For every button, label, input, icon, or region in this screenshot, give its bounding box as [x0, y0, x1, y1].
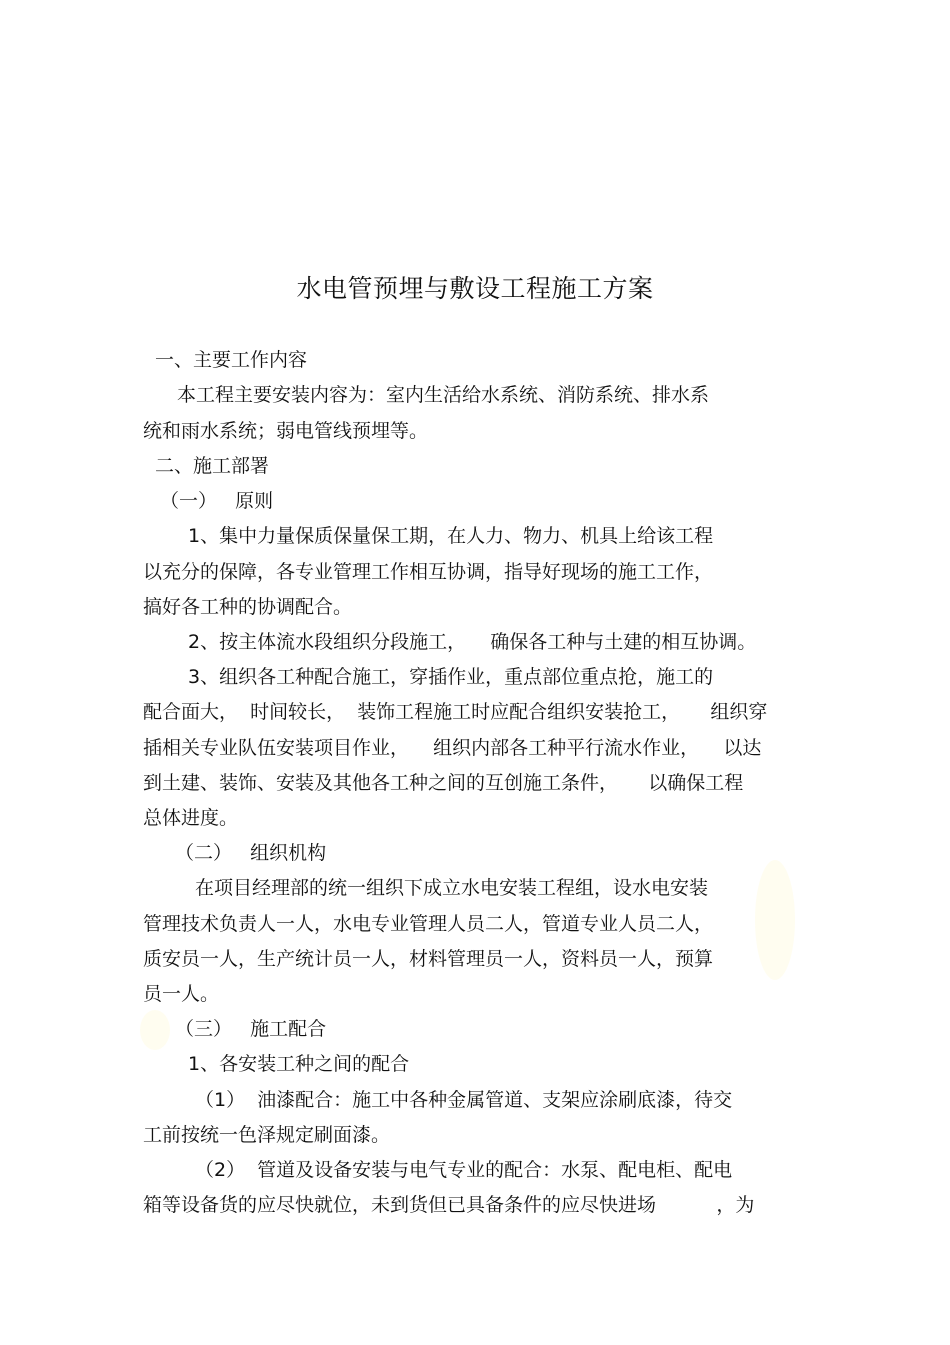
paragraph-line: 到土建、装饰、安装及其他各工种之间的互创施工条件， 以确保工程: [143, 772, 744, 794]
scan-speckle: [755, 860, 795, 980]
paragraph-line: 3、组织各工种配合施工，穿插作业，重点部位重点抢，施工的: [188, 666, 714, 688]
paragraph-line: 2、按主体流水段组织分段施工， 确保各工种与土建的相互协调。: [188, 631, 757, 653]
paragraph-line: 1、各安装工种之间的配合: [188, 1053, 410, 1075]
paragraph-line: 员一人。: [143, 983, 220, 1005]
paragraph-line: 统和雨水系统；弱电管线预埋等。: [143, 420, 429, 442]
paragraph-line: （2） 管道及设备安装与电气专业的配合：水泵、配电柜、配电: [195, 1159, 733, 1181]
subsection-heading: （一） 原则: [160, 490, 274, 512]
paragraph-line: 在项目经理部的统一组织下成立水电安装工程组，设水电安装: [195, 877, 709, 899]
section-heading: 一、主要工作内容: [155, 349, 308, 371]
paragraph-line: 工前按统一色泽规定刷面漆。: [143, 1124, 391, 1146]
paragraph-line: 插相关专业队伍安装项目作业， 组织内部各工种平行流水作业， 以达: [143, 737, 762, 759]
section-heading: 二、施工部署: [155, 455, 270, 477]
paragraph-line: 质安员一人，生产统计员一人，材料管理员一人，资料员一人，预算: [143, 948, 714, 970]
paragraph-line: 总体进度。: [143, 807, 239, 829]
subsection-heading: （三） 施工配合: [175, 1018, 327, 1040]
paragraph-line: 1、集中力量保质保量保工期，在人力、物力、机具上给该工程: [188, 525, 714, 547]
paragraph-line: 箱等设备货的应尽快就位，未到货但已具备条件的应尽快进场 ，为: [143, 1194, 755, 1216]
paragraph-line: 以充分的保障，各专业管理工作相互协调，指导好现场的施工工作，: [143, 561, 714, 583]
subsection-heading: （二） 组织机构: [175, 842, 327, 864]
paragraph-line: （1） 油漆配合：施工中各种金属管道、支架应涂刷底漆，待交: [195, 1089, 733, 1111]
paragraph-line: 本工程主要安装内容为：室内生活给水系统、消防系统、排水系: [177, 384, 710, 406]
scan-speckle: [140, 1010, 170, 1050]
paragraph-line: 搞好各工种的协调配合。: [143, 596, 353, 618]
paragraph-line: 配合面大， 时间较长， 装饰工程施工时应配合组织安装抢工， 组织穿: [143, 701, 768, 723]
document-title: 水电管预埋与敷设工程施工方案: [296, 274, 654, 303]
paragraph-line: 管理技术负责人一人，水电专业管理人员二人，管道专业人员二人，: [143, 913, 714, 935]
